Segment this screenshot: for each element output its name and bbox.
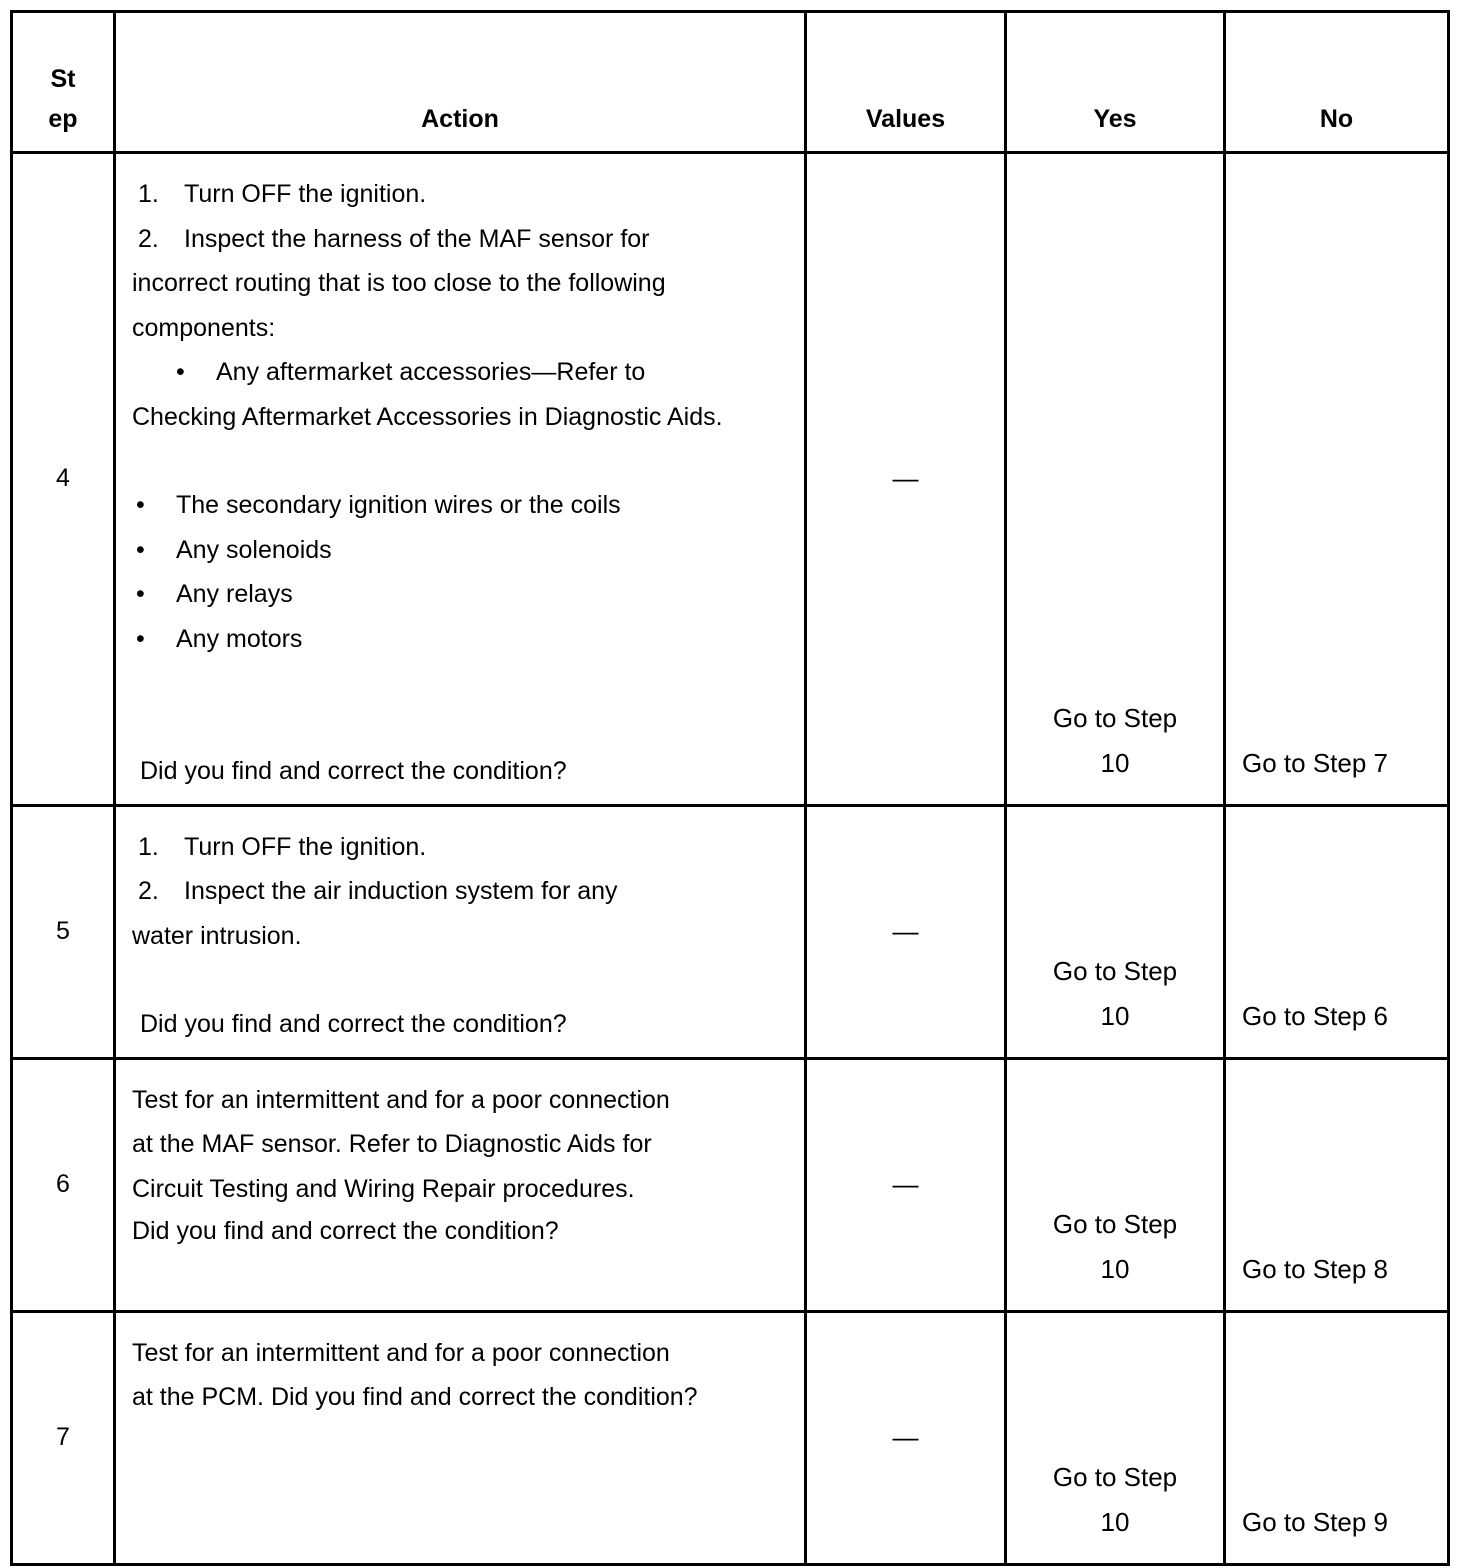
bullet-icon: •	[176, 358, 185, 386]
yes-cell	[1006, 153, 1225, 806]
values-cell: —	[806, 1058, 1006, 1311]
action-item	[132, 825, 792, 870]
values-cell: —	[806, 805, 1006, 1058]
header-step-line2: ep	[48, 105, 78, 133]
bullet-item	[132, 572, 792, 617]
item-number: 2.	[138, 877, 159, 905]
header-step-line1: St	[50, 65, 76, 93]
item-number: 2.	[138, 224, 159, 253]
spacer	[132, 661, 792, 749]
header-yes: Yes	[1006, 12, 1225, 153]
no-cell: Go to Step 9	[1225, 1311, 1449, 1564]
step-number: 5	[12, 805, 115, 1058]
spacer	[132, 958, 792, 1002]
header-values: Values	[806, 12, 1006, 153]
header-no: No	[1225, 12, 1449, 153]
question-text: Did you find and correct the condition?	[140, 1010, 567, 1038]
question-text: Did you find and correct the condition?	[140, 757, 567, 785]
yes-step-number: 10	[1100, 1506, 1130, 1537]
step-number: 7	[12, 1311, 115, 1564]
yes-step-number: 10	[1100, 1253, 1130, 1284]
action-item	[132, 217, 792, 262]
action-text: Test for an intermittent and for a poor connection	[132, 1338, 670, 1367]
action-text: at the PCM. Did you find and correct the condition?	[132, 1383, 698, 1411]
bullet-icon: •	[136, 491, 145, 519]
action-text: incorrect routing that is too close to the following	[132, 269, 666, 297]
spacer	[132, 439, 792, 483]
step-number: 4	[12, 153, 115, 806]
header-action: Action	[115, 12, 806, 153]
table-row	[12, 153, 1449, 806]
action-text: Any relays	[176, 580, 293, 608]
values-cell: —	[806, 1311, 1006, 1564]
table-row	[12, 1058, 1449, 1311]
table-row	[12, 1311, 1449, 1564]
action-text: Turn OFF the ignition.	[184, 180, 427, 208]
item-number: 1.	[138, 180, 159, 208]
no-cell: Go to Step 6	[1225, 805, 1449, 1058]
yes-text: Go to Step	[1052, 1461, 1178, 1492]
action-text: Inspect the air induction system for any	[184, 877, 618, 905]
action-text: at the MAF sensor. Refer to Diagnostic Aids for	[132, 1130, 652, 1158]
bullet-item	[132, 528, 792, 573]
table-row	[12, 805, 1449, 1058]
action-text: The secondary ignition wires or the coils	[176, 491, 621, 519]
action-text: Turn OFF the ignition.	[184, 832, 427, 861]
action-text: Checking Aftermarket Accessories in Diagnostic Aids.	[132, 402, 723, 431]
bullet-icon: •	[136, 624, 145, 653]
diagnostic-steps-table	[10, 10, 1450, 1566]
action-text: Inspect the harness of the MAF sensor for	[184, 224, 650, 253]
yes-step-number: 10	[1100, 1000, 1130, 1031]
action-cell	[115, 153, 806, 806]
yes-text: Go to Step	[1052, 702, 1178, 733]
header-step	[12, 12, 115, 153]
action-text: components:	[132, 313, 276, 342]
bullet-icon: •	[136, 580, 145, 608]
action-cell	[115, 1311, 806, 1564]
action-text: Any motors	[176, 624, 303, 653]
yes-step-number: 10	[1100, 747, 1130, 778]
yes-text: Go to Step	[1052, 1208, 1178, 1239]
yes-cell	[1006, 1058, 1225, 1311]
action-text: Circuit Testing and Wiring Repair procedures.	[132, 1174, 635, 1203]
no-cell: Go to Step 7	[1225, 153, 1449, 806]
bullet-item	[132, 483, 792, 528]
yes-cell	[1006, 805, 1225, 1058]
step-number: 6	[12, 1058, 115, 1311]
action-subitem	[132, 350, 792, 395]
item-number: 1.	[138, 832, 159, 861]
bullet-item	[132, 617, 792, 662]
question-text: Did you find and correct the condition?	[132, 1217, 559, 1245]
action-text: water intrusion.	[132, 921, 302, 950]
values-cell: —	[806, 153, 1006, 806]
no-cell: Go to Step 8	[1225, 1058, 1449, 1311]
action-item	[132, 172, 792, 217]
action-text: Any solenoids	[176, 535, 332, 564]
action-text: Any aftermarket accessories—Refer to	[216, 358, 646, 386]
bullet-icon: •	[136, 535, 145, 564]
action-item	[132, 869, 792, 914]
header-row	[12, 12, 1449, 153]
action-text: Test for an intermittent and for a poor connection	[132, 1085, 670, 1114]
action-cell	[115, 805, 806, 1058]
yes-cell	[1006, 1311, 1225, 1564]
action-cell	[115, 1058, 806, 1311]
yes-text: Go to Step	[1052, 955, 1178, 986]
